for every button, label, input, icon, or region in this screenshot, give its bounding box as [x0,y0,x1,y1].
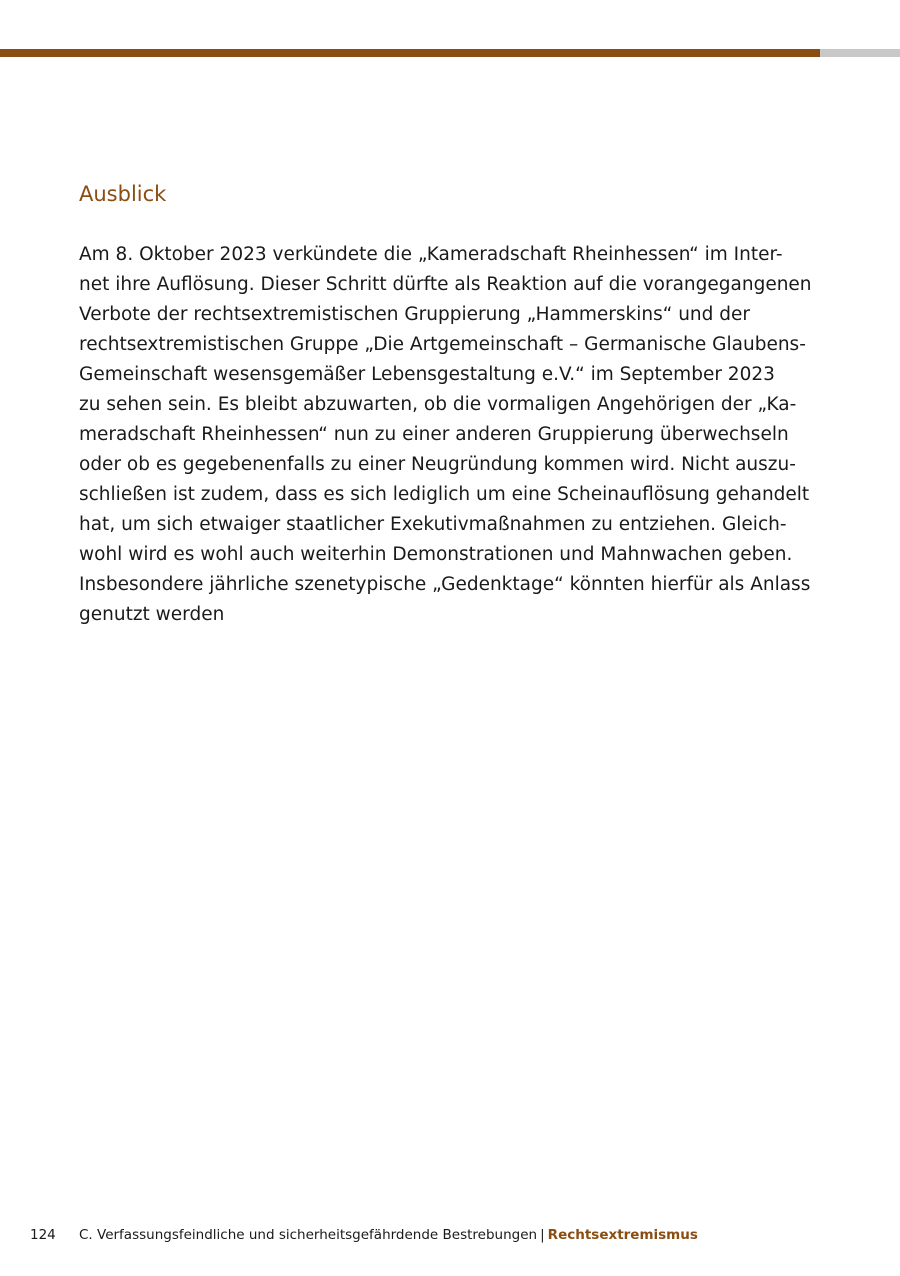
page-number: 124 [30,1227,56,1243]
body-line: oder ob es gegebenenfalls zu einer Neugründung kommen wird. Nicht auszu- [79,454,796,475]
body-line: zu sehen sein. Es bleibt abzuwarten, ob die vormaligen Angehörigen der „Ka- [79,394,797,415]
body-line: net ihre Auflösung. Dieser Schritt dürfte als Reaktion auf die vorangegangenen [79,274,812,295]
body-line: Am 8. Oktober 2023 verkündete die „Kameradschaft Rheinhessen“ im Inter- [79,244,783,265]
page-footer [30,1225,870,1245]
body-line: hat, um sich etwaiger staatlicher Exekutivmaßnahmen zu entziehen. Gleich- [79,514,787,535]
body-line: meradschaft Rheinhessen“ nun zu einer anderen Gruppierung überwechseln [79,424,789,445]
body-line: wohl wird es wohl auch weiterhin Demonstrationen und Mahnwachen geben. [79,544,793,565]
body-line: Gemeinschaft wesensgemäßer Lebensgestaltung e.V.“ im September 2023 [79,364,775,385]
body-line: Verbote der rechtsextremistischen Gruppierung „Hammerskins“ und der [79,304,751,325]
section-heading: Ausblick [79,182,167,206]
body-line: Insbesondere jährliche szenetypische „Gedenktage“ könnten hierfür als Anlass [79,574,811,595]
footer-chapter: C. Verfassungsfeindliche und sicherheitsgefährdende Bestrebungen [79,1227,538,1243]
body-line: rechtsextremistischen Gruppe „Die Artgemeinschaft – Germanische Glaubens- [79,334,806,355]
body-line: genutzt werden [79,604,225,625]
footer-section: Rechtsextremismus [547,1227,698,1243]
top-gray-rule [820,49,900,57]
footer-separator: | [540,1227,545,1243]
body-line: schließen ist zudem, dass es sich lediglich um eine Scheinauflösung gehandelt [79,484,810,505]
top-accent-rule [0,49,820,57]
body-paragraph [79,240,814,630]
